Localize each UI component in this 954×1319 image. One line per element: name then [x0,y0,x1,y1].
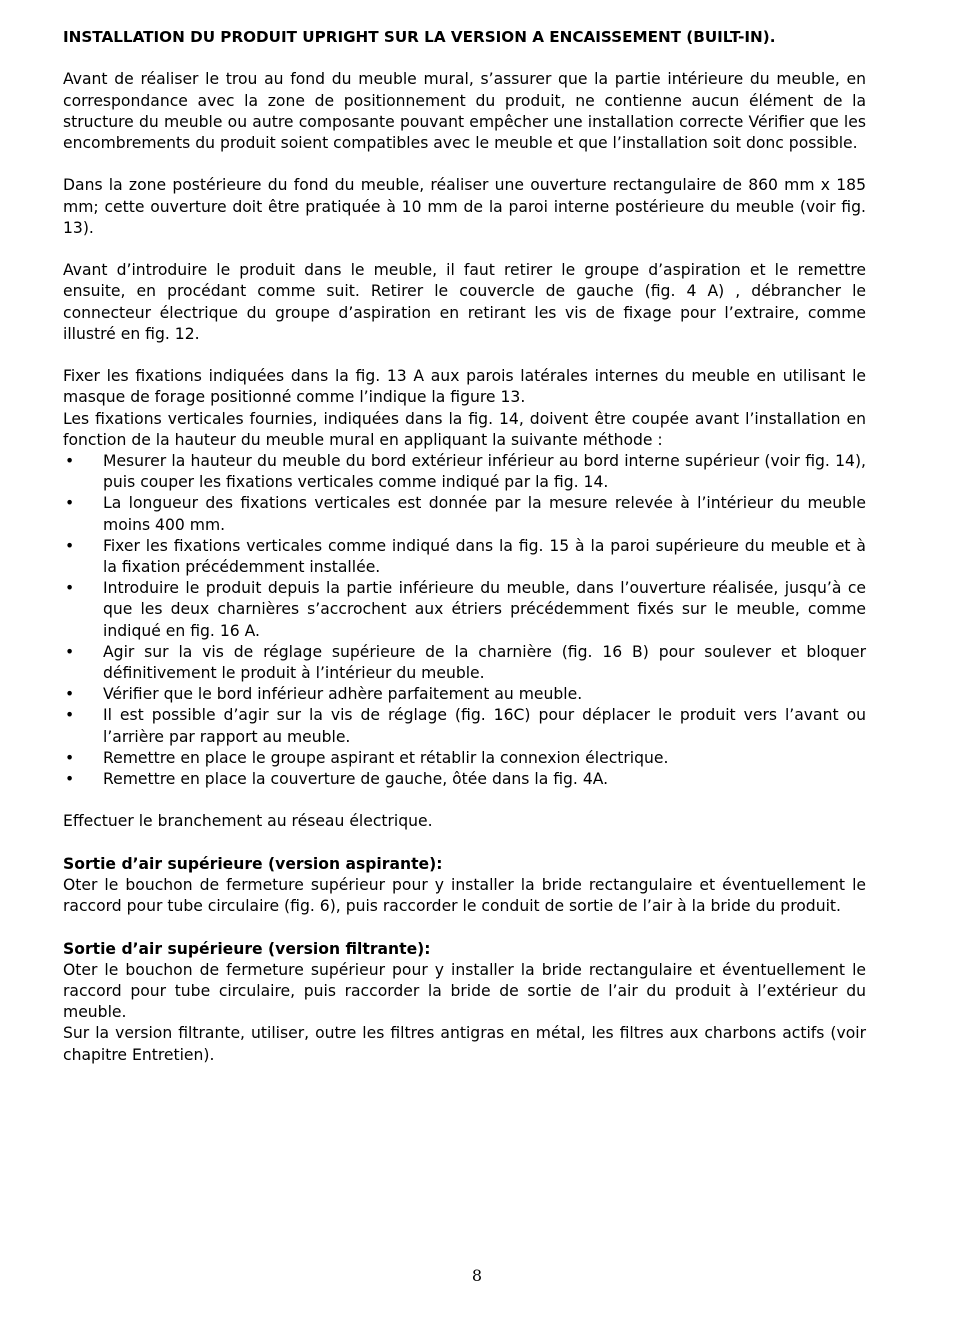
list-item-text: La longueur des fixations verticales est donnée par la mesure relevée à l’intérieur du meuble moins 400 mm. [103,494,866,534]
spacer [63,239,866,260]
paragraph-electrical: Effectuer le branchement au réseau électrique. [63,812,433,831]
list-item [63,705,866,747]
list-item-text: Il est possible d’agir sur la vis de réglage (fig. 16C) pour déplacer le produit vers l’avant ou l’arrière par rapport au meuble. [103,706,866,746]
bullet-icon: • [65,494,75,513]
subheading-filtrante: Sortie d’air supérieure (version filtrante): [63,939,431,958]
paragraph-filtrante-charcoal: Sur la version filtrante, utiliser, outre les filtres antigras en métal, les filtres aux charbons actifs (voir chapitre Entretien). [63,1024,866,1064]
spacer [63,917,866,938]
list-item-text: Remettre en place le groupe aspirant et rétablir la connexion électrique. [103,748,669,767]
list-item [63,493,866,535]
page-number: 8 [471,1266,483,1285]
list-item [63,536,866,578]
spacer [63,790,866,811]
subheading-aspirante: Sortie d’air supérieure (version aspirante): [63,854,443,873]
list-item [63,684,866,705]
document-page [63,27,866,1066]
list-item [63,451,866,493]
list-item [63,748,866,769]
list-item-text: Fixer les fixations verticales comme indiqué dans la fig. 15 à la paroi supérieure du meuble et à la fixation précédemment installée. [103,536,866,577]
paragraph-opening: Dans la zone postérieure du fond du meuble, réaliser une ouverture rectangulaire de 860 mm x 185 mm; cette ouverture doit être pratiquée à 10 mm de la paroi interne postérieure du meuble (voir fig. 13). [63,176,866,237]
list-item-text: Remettre en place la couverture de gauche, ôtée dans la fig. 4A. [103,770,609,789]
paragraph-preparation: Avant de réaliser le trou au fond du meuble mural, s’assurer que la partie intérieure du meuble, en correspondance avec la zone de positionnement du produit, ne contienne aucun élément de la structure du meuble ou autre composante pouvant empêcher une installation correcte Vérifier que les encombrements du produit soient compatibles avec le meuble et que l’installation soit donc possible. [63,70,866,152]
procedure-list [63,451,866,790]
list-item-text: Vérifier que le bord inférieur adhère parfaitement au meuble. [103,685,583,704]
bullet-icon: • [65,452,75,470]
bullet-icon: • [65,685,75,704]
document-title: INSTALLATION DU PRODUIT UPRIGHT SUR LA VERSION A ENCAISSEMENT (BUILT-IN). [63,28,776,46]
spacer [63,154,866,175]
bullet-icon: • [65,642,75,661]
paragraph-remove-group: Avant d’introduire le produit dans le meuble, il faut retirer le groupe d’aspiration et le remettre ensuite, en procédant comme suit. Retirer le couvercle de gauche (fig. 4 A) , débrancher le connecteur électrique du groupe d’aspiration en retirant les vis de fixage pour l’extraire, comme illustré en fig. 12. [63,261,866,343]
list-item-text: Agir sur la vis de réglage supérieure de la charnière (fig. 16 B) pour soulever et bloquer définitivement le produit à l’intérieur du meuble. [103,642,866,683]
list-item-text: Introduire le produit depuis la partie inférieure du meuble, dans l’ouverture réalisée, jusqu’à ce que les deux charnières s’accrochent aux étriers précédemment fixés sur le meuble, comme indiqué en fig. 16 A. [103,579,866,640]
list-item [63,578,866,642]
bullet-icon: • [65,536,75,555]
paragraph-filtrante: Oter le bouchon de fermeture supérieur pour y installer la bride rectangulaire et éventuellement le raccord pour tube circulaire, puis raccorder la bride de sortie de l’air du produit à l’extérieur du meuble. [63,960,866,1022]
paragraph-fixations: Fixer les fixations indiquées dans la fig. 13 A aux parois latérales internes du meuble en utilisant le masque de forage positionné comme l’indique la figure 13. [63,367,866,407]
bullet-icon: • [65,748,75,767]
paragraph-vertical-fixations: Les fixations verticales fournies, indiquées dans la fig. 14, doivent être coupée avant l’installation en fonction de la hauteur du meuble mural en appliquant la suivante méthode : [63,409,866,449]
spacer [63,345,866,366]
bullet-icon: • [65,579,75,598]
list-item [63,642,866,684]
list-item-text: Mesurer la hauteur du meuble du bord extérieur inférieur au bord interne supérieur (voir fig. 14), puis couper les fixations verticales comme indiqué par la fig. 14. [103,452,866,492]
list-item [63,769,866,790]
bullet-icon: • [65,706,75,725]
paragraph-aspirante: Oter le bouchon de fermeture supérieur pour y installer la bride rectangulaire et éventuellement le raccord pour tube circulaire (fig. 6), puis raccorder le conduit de sortie de l’air à la bride du produit. [63,876,866,916]
bullet-icon: • [65,770,75,789]
spacer [63,833,866,854]
